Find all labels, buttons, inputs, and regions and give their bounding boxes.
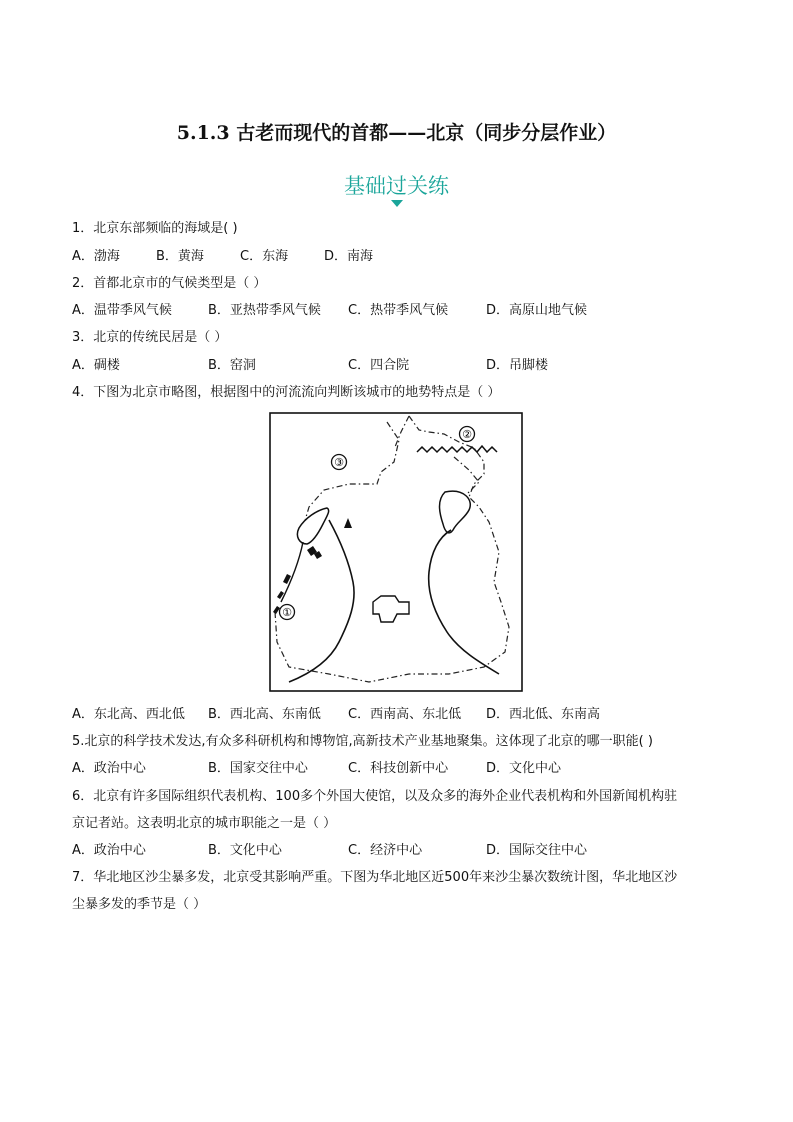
question-7-stem-cont: 尘暴多发的季节是（ ） xyxy=(72,897,207,912)
option: C．东海 xyxy=(240,249,289,264)
option: D．西北低、东南高 xyxy=(486,707,601,722)
option: A．碉楼 xyxy=(72,358,120,373)
option: D．高原山地气候 xyxy=(486,303,588,318)
option: C．经济中心 xyxy=(348,843,423,858)
question-5-options xyxy=(72,760,561,778)
option: C．热带季风气候 xyxy=(348,303,449,318)
option: C．西南高、东北低 xyxy=(348,707,462,722)
question-4-stem: 4．下图为北京市略图，根据图中的河流流向判断该城市的地势特点是（ ） xyxy=(72,385,501,400)
question-4-options xyxy=(72,706,600,724)
question-2-options xyxy=(72,302,587,320)
map-label-1: ① xyxy=(282,606,292,619)
question-6-stem-cont: 京记者站。这表明北京的城市职能之一是（ ） xyxy=(72,816,337,831)
option: A．东北高、西北低 xyxy=(72,707,185,722)
question-1-options xyxy=(72,248,373,266)
page-title: 5.1.3 古老而现代的首都——北京（同步分层作业） xyxy=(176,122,617,144)
question-6-stem: 6．北京有许多国际组织代表机构、100多个外国大使馆，以及众多的海外企业代表机构和外国新闻机构驻 xyxy=(72,789,678,804)
option: D．吊脚楼 xyxy=(486,358,549,373)
section-marker-icon xyxy=(391,200,403,207)
question-6-options xyxy=(72,842,587,860)
option: A．温带季风气候 xyxy=(72,303,172,318)
question-1-stem: 1．北京东部频临的海域是( ) xyxy=(72,221,238,236)
question-3-stem: 3．北京的传统民居是（ ） xyxy=(72,330,228,345)
option: C．四合院 xyxy=(348,358,410,373)
beijing-sketch-map xyxy=(269,412,523,692)
option: C．科技创新中心 xyxy=(348,761,449,776)
question-3-options xyxy=(72,357,548,375)
option: A．渤海 xyxy=(72,249,120,264)
section-heading: 基础过关练 xyxy=(344,174,449,198)
option: B．窑洞 xyxy=(208,358,256,373)
question-2-stem: 2．首都北京市的气候类型是（ ） xyxy=(72,276,267,291)
option: B．西北高、东南低 xyxy=(208,707,321,722)
option: B．文化中心 xyxy=(208,843,282,858)
map-label-2: ② xyxy=(462,428,472,441)
option: A．政治中心 xyxy=(72,843,146,858)
option: D．国际交往中心 xyxy=(486,843,588,858)
option: B．国家交往中心 xyxy=(208,761,308,776)
option: B．亚热带季风气候 xyxy=(208,303,321,318)
option: A．政治中心 xyxy=(72,761,146,776)
question-5-stem: 5.北京的科学技术发达,有众多科研机构和博物馆,高新技术产业基地聚集。这体现了北京的哪一职能( ) xyxy=(72,734,653,749)
map-label-3: ③ xyxy=(334,456,344,469)
option: D．文化中心 xyxy=(486,761,562,776)
question-7-stem: 7．华北地区沙尘暴多发，北京受其影响严重。下图为华北地区近500年来沙尘暴次数统计图，华北地区沙 xyxy=(72,870,678,885)
option: B．黄海 xyxy=(156,249,204,264)
option: D．南海 xyxy=(324,249,374,264)
